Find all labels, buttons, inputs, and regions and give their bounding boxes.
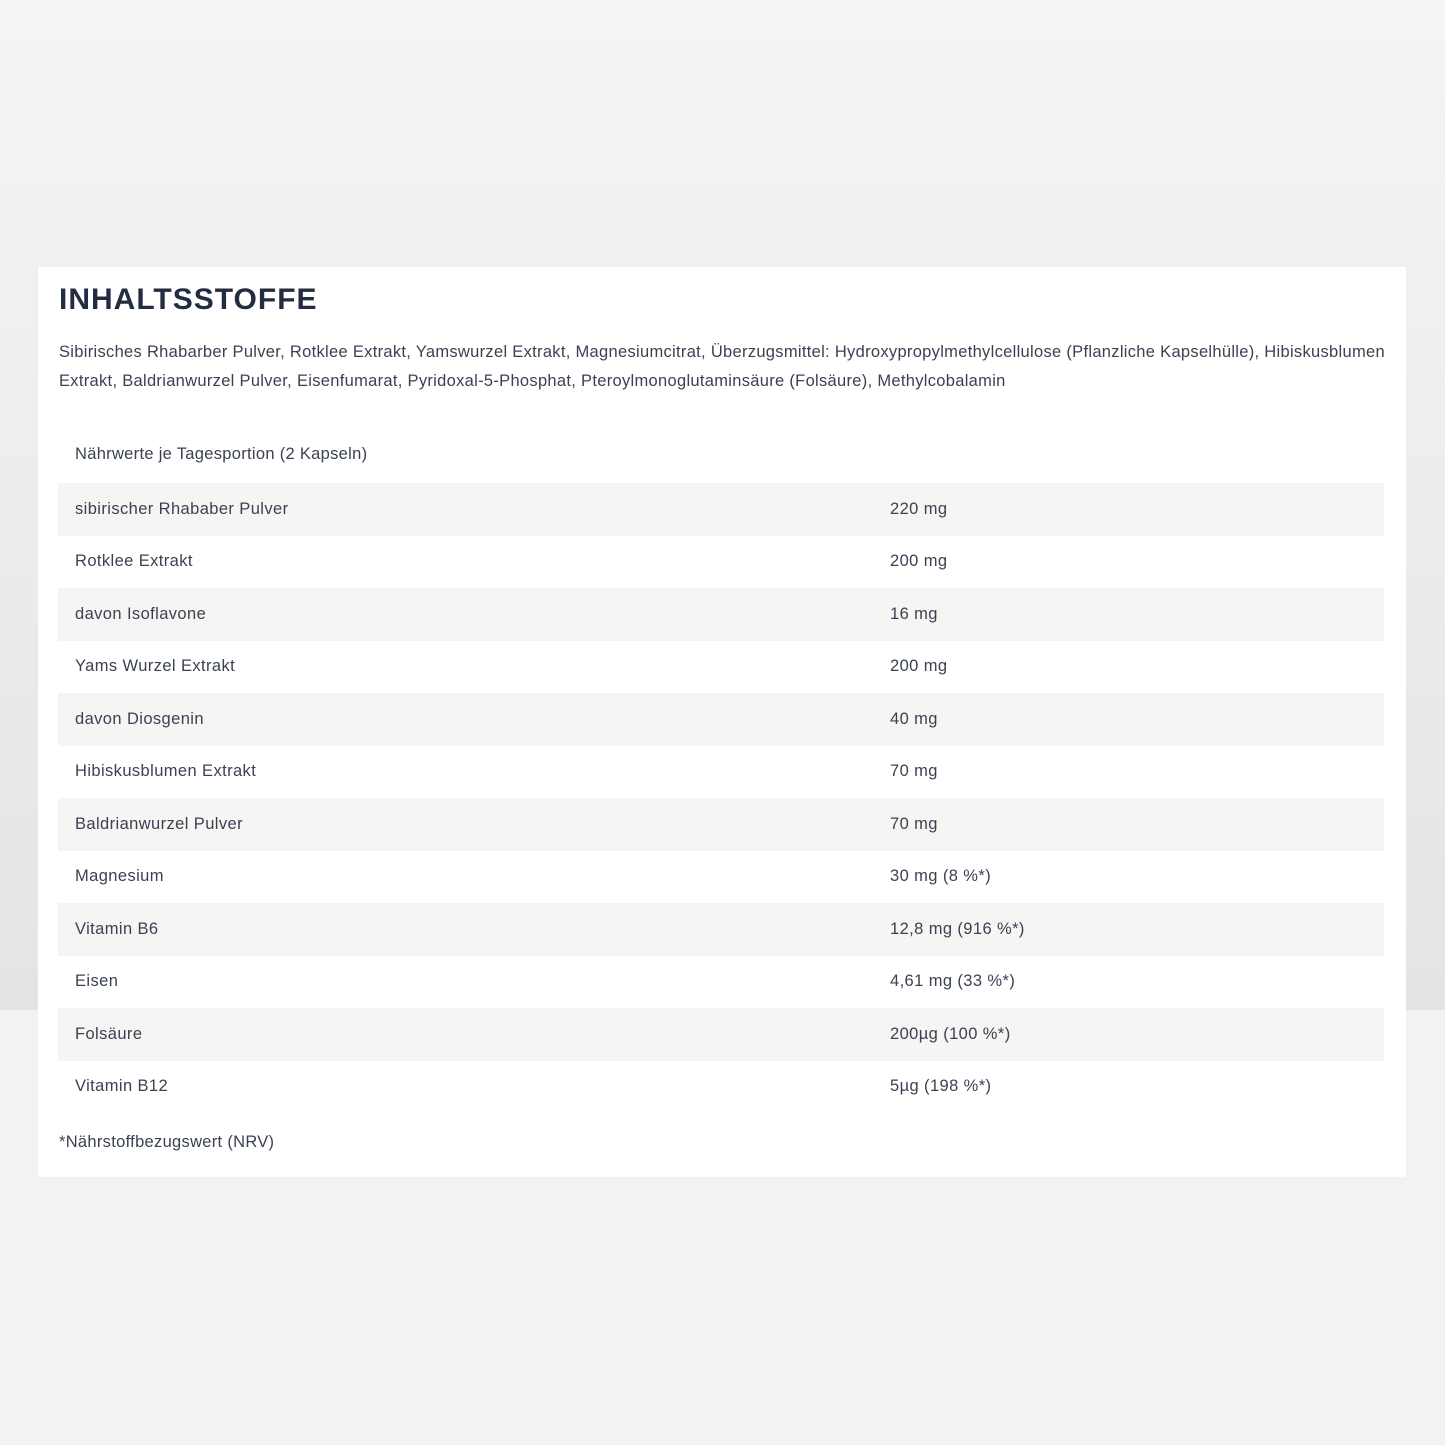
table-row <box>58 1008 1384 1061</box>
row-value: 200µg (100 %*) <box>890 1024 1011 1043</box>
row-label: davon Isoflavone <box>75 604 207 623</box>
table-row <box>58 693 1384 746</box>
table-row <box>58 956 1384 1009</box>
ingredients-panel <box>38 267 1406 1177</box>
row-label: Folsäure <box>75 1024 143 1043</box>
row-label: davon Diosgenin <box>75 709 204 728</box>
table-row <box>58 536 1384 589</box>
row-label: Vitamin B12 <box>75 1077 169 1096</box>
ingredients-list-text: Sibirisches Rhabarber Pulver, Rotklee Extrakt, Yamswurzel Extrakt, Magnesiumcitrat, Überzugsmittel: Hydroxypropylmethylcellulose (Pflanzliche Kapselhülle), Hibiskusblumen Extrakt, Baldrianwurzel Pulver, Eisenfumarat, Pyridoxal-5-Phosphat, Pteroylmonoglutaminsäure (Folsäure), Methylcobalamin <box>59 343 1385 390</box>
row-value: 30 mg (8 %*) <box>890 867 992 886</box>
nrv-footnote: *Nährstoffbezugswert (NRV) <box>59 1133 275 1151</box>
table-row <box>58 1061 1384 1114</box>
row-value: 220 mg <box>890 499 948 518</box>
row-value: 70 mg <box>890 814 938 833</box>
table-row <box>58 641 1384 694</box>
row-label: Baldrianwurzel Pulver <box>75 814 243 833</box>
table-row <box>58 798 1384 851</box>
row-label: Hibiskusblumen Extrakt <box>75 762 257 781</box>
row-label: sibirischer Rhababer Pulver <box>75 499 289 518</box>
row-value: 200 mg <box>890 657 948 676</box>
row-label: Eisen <box>75 972 119 991</box>
table-row <box>58 483 1384 536</box>
row-label: Rotklee Extrakt <box>75 552 193 571</box>
row-value: 70 mg <box>890 762 938 781</box>
table-row <box>58 851 1384 904</box>
row-label: Vitamin B6 <box>75 919 159 938</box>
row-label: Magnesium <box>75 867 164 886</box>
row-value: 12,8 mg (916 %*) <box>890 919 1025 938</box>
table-row <box>58 588 1384 641</box>
table-row <box>58 903 1384 956</box>
nutrition-table-header: Nährwerte je Tagesportion (2 Kapseln) <box>75 445 368 463</box>
row-value: 40 mg <box>890 709 938 728</box>
nutrition-table <box>58 483 1384 1113</box>
row-value: 5µg (198 %*) <box>890 1077 992 1096</box>
table-row <box>58 746 1384 799</box>
row-value: 16 mg <box>890 604 938 623</box>
panel-title: INHALTSSTOFFE <box>59 283 318 316</box>
row-value: 200 mg <box>890 552 948 571</box>
row-value: 4,61 mg (33 %*) <box>890 972 1016 991</box>
row-label: Yams Wurzel Extrakt <box>75 657 236 676</box>
